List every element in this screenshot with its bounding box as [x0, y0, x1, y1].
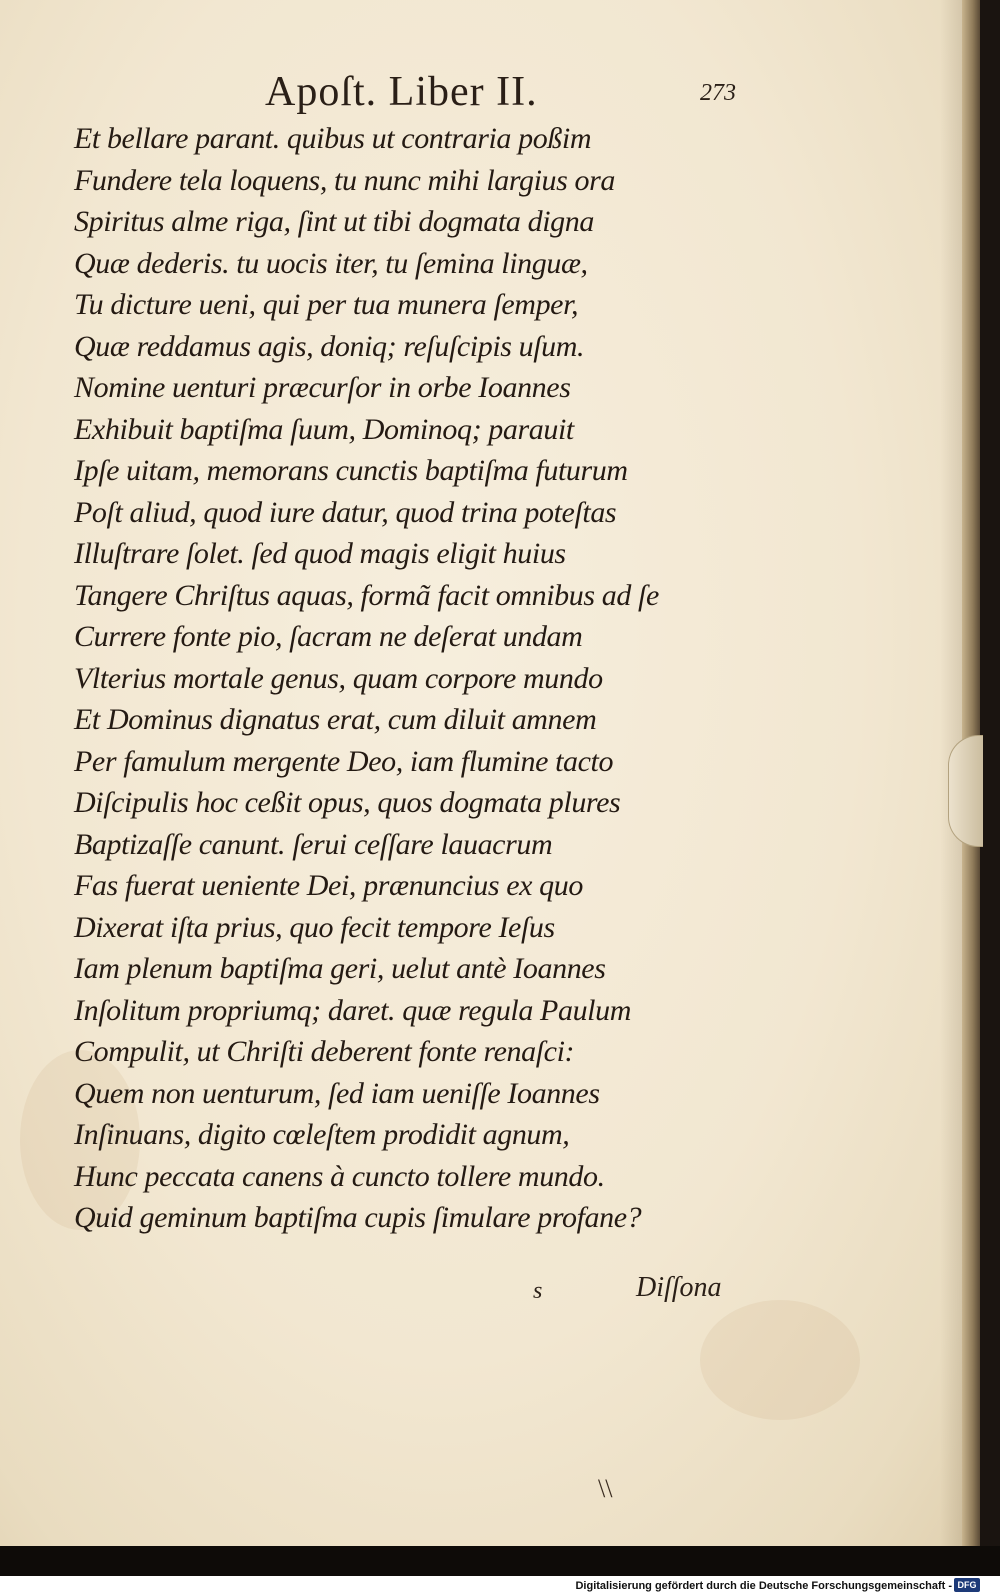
verse-line: Quid geminum baptiſma cupis ſimulare profane? [74, 1201, 642, 1234]
verse-line: Poſt aliud, quod iure datur, quod trina poteſtas [74, 495, 617, 529]
verse-line: Et bellare parant. quibus ut contraria poßim [74, 122, 592, 155]
ink-mark: \\ [598, 1474, 613, 1503]
footer-credit: Digitalisierung gefördert durch die Deutsche Forschungsgemeinschaft - [575, 1580, 952, 1592]
verse-line: Baptizaſſe canunt. ſerui ceſſare lauacrum [74, 827, 553, 861]
verse-line: Inſolitum propriumq; daret. quæ regula Paulum [74, 993, 631, 1027]
folio-number: 273 [700, 80, 736, 106]
verse-line: Exhibuit baptiſma ſuum, Dominoq; parauit [74, 412, 574, 446]
verse-line: Dixerat iſta prius, quo fecit tempore Ieſus [74, 910, 555, 944]
verse-line: Diſcipulis hoc ceßit opus, quos dogmata plures [74, 786, 621, 819]
verse-line: Compulit, ut Chriſti deberent fonte renaſci: [74, 1035, 575, 1068]
verse-line: Quem non uenturum, ſed iam ueniſſe Ioannes [74, 1076, 600, 1110]
verse-line: Et Dominus dignatus erat, cum diluit amnem [74, 703, 597, 736]
verse-line: Quæ reddamus agis, doniq; reſuſcipis uſum. [74, 329, 585, 363]
verse-line: Per famulum mergente Deo, iam flumine tacto [74, 744, 614, 778]
dfg-logo: DFG [954, 1578, 980, 1592]
verse-text-block [74, 118, 754, 1239]
verse-line: Spiritus alme riga, ſint ut tibi dogmata digna [74, 205, 594, 238]
verse-line: Tu dicture ueni, qui per tua munera ſemper, [74, 288, 579, 321]
paper-stain [700, 1300, 860, 1420]
verse-line: Iam plenum baptiſma geri, uelut antè Ioannes [74, 952, 606, 985]
verse-line: Hunc peccata canens à cuncto tollere mundo. [74, 1159, 605, 1193]
verse-line: Inſinuans, digito cœleſtem prodidit agnum, [74, 1118, 570, 1151]
verse-line: Illuſtrare ſolet. ſed quod magis eligit huius [74, 537, 566, 570]
verse-line: Tangere Chriſtus aquas, formã facit omnibus ad ſe [74, 578, 659, 612]
verse-line: Nomine uenturi præcurſor in orbe Ioannes [74, 371, 571, 404]
verse-line: Vlterius mortale genus, quam corpore mundo [74, 661, 603, 695]
catchword: Diſſona [636, 1272, 722, 1303]
verse-line: Fas fuerat ueniente Dei, prænuncius ex quo [74, 869, 583, 902]
verse-line: Currere fonte pio, ſacram ne deſerat undam [74, 620, 583, 653]
verse-line: Ipſe uitam, memorans cunctis baptiſma futurum [74, 454, 628, 487]
page-tab-marker [948, 735, 983, 847]
running-header: Apoſt. Liber II. [265, 69, 538, 115]
verse-line: Quæ dederis. tu uocis iter, tu ſemina linguæ, [74, 246, 588, 280]
verse-line: Fundere tela loquens, tu nunc mihi largius ora [74, 163, 615, 197]
scan-border [0, 1546, 1000, 1576]
signature-mark: s [533, 1278, 543, 1304]
